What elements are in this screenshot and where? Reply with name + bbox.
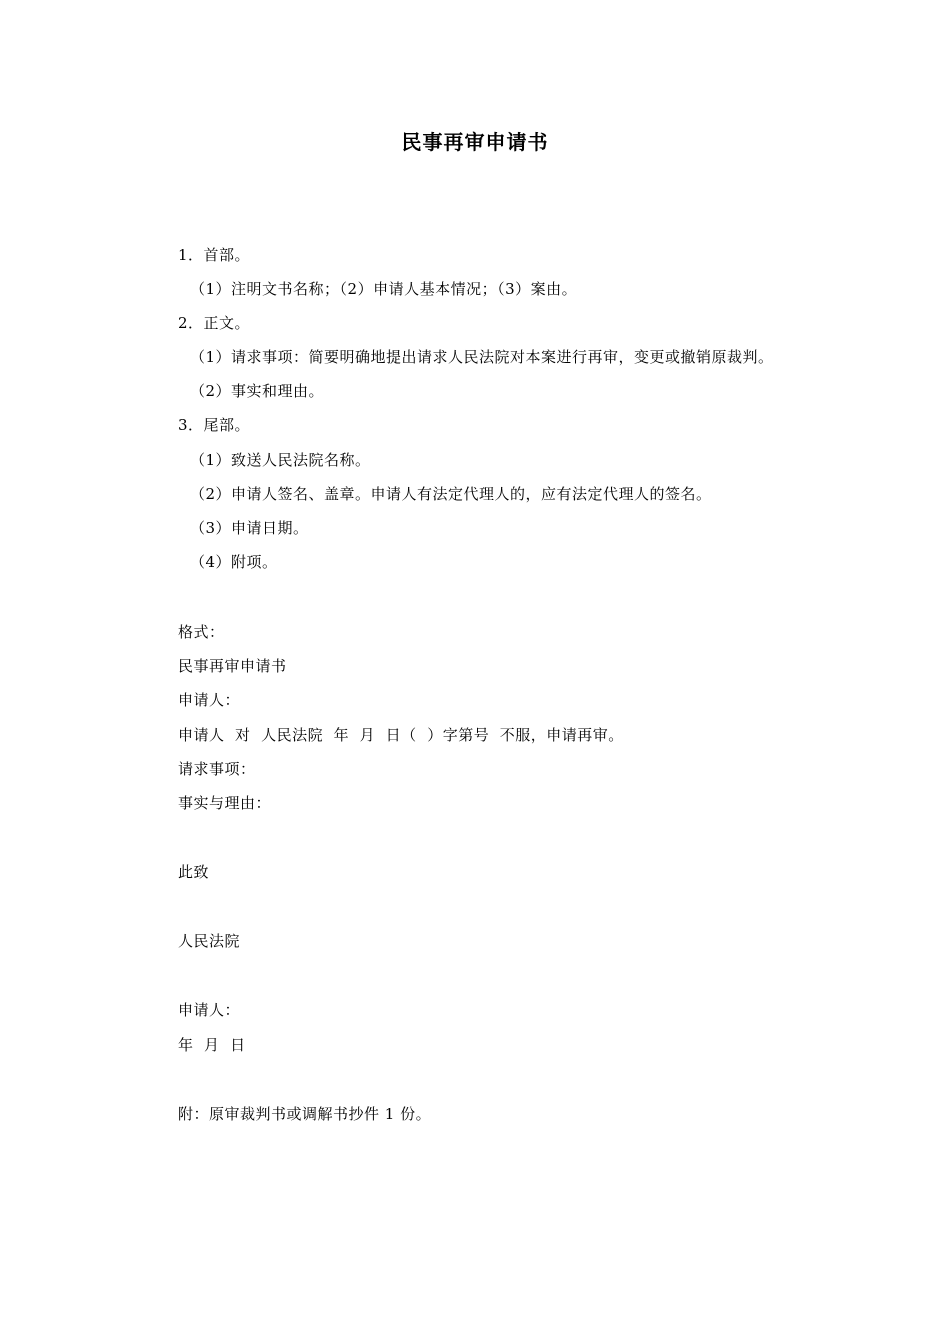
format-doc-name: 民事再审申请书 (178, 657, 287, 675)
section-3-item-4: （4）附项。 (190, 553, 278, 571)
format-attachment: 附：原审裁判书或调解书抄件 1 份。 (178, 1105, 432, 1123)
format-applicant-sign: 申请人： (178, 1001, 241, 1019)
format-date: 年 月 日 (178, 1036, 246, 1054)
format-court: 人民法院 (178, 932, 241, 950)
section-3-item-2: （2）申请人签名、盖章。申请人有法定代理人的，应有法定代理人的签名。 (190, 485, 712, 503)
section-2-heading: 2．正文。 (178, 314, 251, 332)
section-3-heading: 3．尾部。 (178, 416, 251, 434)
section-1-heading: 1．首部。 (178, 246, 251, 264)
section-2-item-1: （1）请求事项：简要明确地提出请求人民法院对本案进行再审，变更或撤销原裁判。 (190, 348, 774, 366)
format-request-items: 请求事项： (178, 760, 256, 778)
format-facts-reasons: 事实与理由： (178, 794, 272, 812)
format-applicant: 申请人： (178, 691, 241, 709)
section-3-item-1: （1）致送人民法院名称。 (190, 451, 371, 469)
section-1-item-1: （1）注明文书名称；（2）申请人基本情况；（3）案由。 (190, 280, 578, 298)
format-to: 此致 (178, 863, 210, 881)
format-label: 格式： (178, 623, 225, 641)
section-3-item-3: （3）申请日期。 (190, 519, 309, 537)
section-2-item-2: （2）事实和理由。 (190, 382, 325, 400)
document-title: 民事再审申请书 (401, 130, 549, 154)
format-statement: 申请人 对 人民法院 年 月 日（ ）字第号 不服，申请再审。 (178, 726, 624, 744)
